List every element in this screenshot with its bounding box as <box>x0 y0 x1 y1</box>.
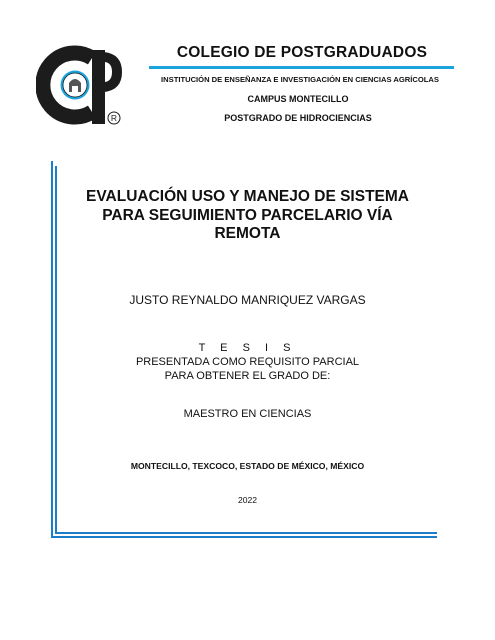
frame-bottom-outer <box>51 536 437 538</box>
institution-name: COLEGIO DE POSTGRADUADOS <box>176 44 428 61</box>
place-line: MONTECILLO, TEXCOCO, ESTADO DE MÉXICO, MÉXICO <box>130 461 365 471</box>
institution-subtitle: INSTITUCIÓN DE ENSEÑANZA E INVESTIGACIÓN EN CIENCIAS AGRÍCOLAS <box>161 75 439 84</box>
frame-left-outer <box>51 161 53 538</box>
thesis-title <box>70 188 425 244</box>
document-type: T E S I S <box>198 342 297 354</box>
campus-name: CAMPUS MONTECILLO <box>247 94 349 104</box>
requirement-line-2: PARA OBTENER EL GRADO DE: <box>164 370 331 382</box>
program-name: POSTGRADO DE HIDROCIENCIAS <box>224 113 372 123</box>
degree-name: MAESTRO EN CIENCIAS <box>183 408 312 420</box>
svg-text:R: R <box>110 113 118 124</box>
thesis-title-line: REMOTA <box>214 225 281 242</box>
author-name: JUSTO REYNALDO MANRIQUEZ VARGAS <box>129 293 366 307</box>
thesis-title-line: PARA SEGUIMIENTO PARCELARIO VÍA <box>102 206 393 224</box>
frame-left-inner <box>55 166 57 534</box>
frame-bottom-inner <box>55 532 437 534</box>
requirement-line-1: PRESENTADA COMO REQUISITO PARCIAL <box>135 356 360 368</box>
thesis-title-line: EVALUACIÓN USO Y MANEJO DE SISTEMA <box>86 188 409 205</box>
registered-mark-icon <box>107 111 121 125</box>
year-line: 2022 <box>237 495 258 505</box>
header-divider <box>149 66 454 69</box>
